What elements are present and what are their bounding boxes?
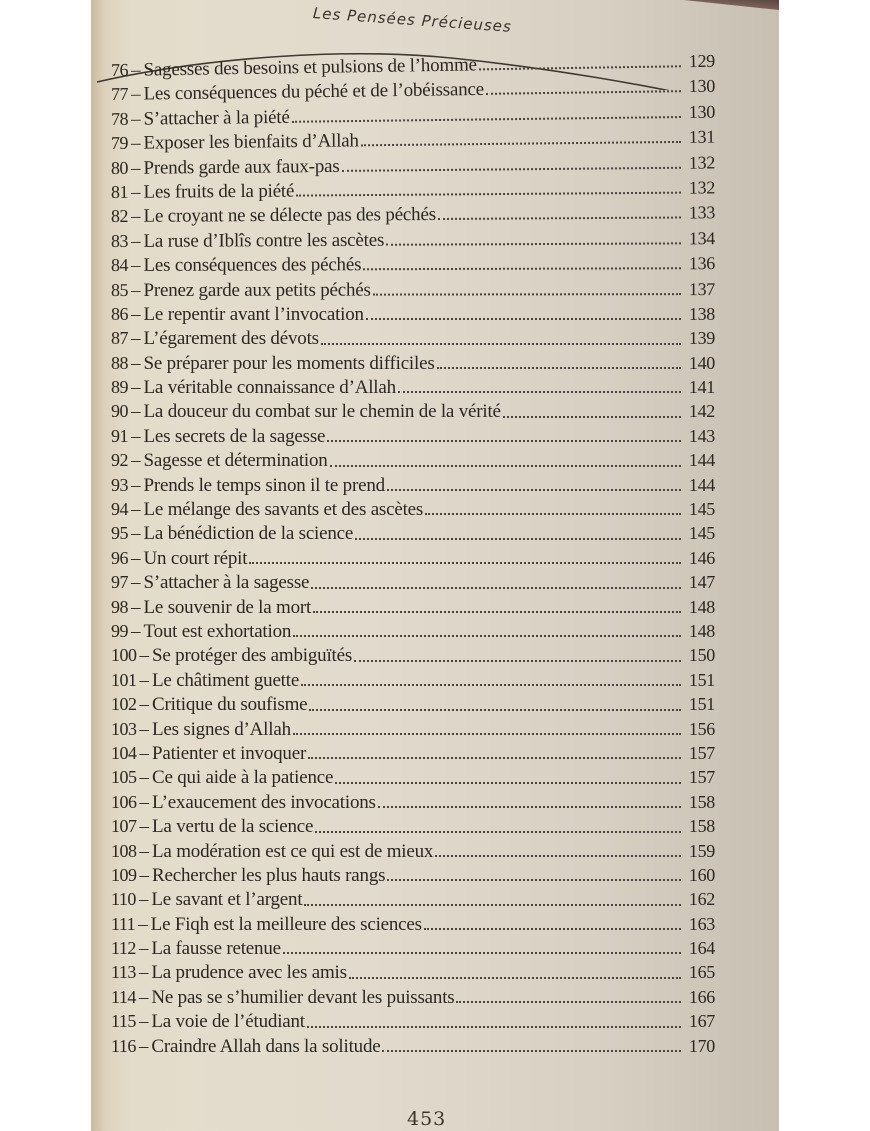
entry-title: Exposer les bienfaits d’Allah [143,130,359,154]
entry-separator: – [139,742,149,764]
dot-leader [438,216,681,220]
entry-number: 76 [110,59,129,80]
entry-number: 114 [111,986,136,1007]
entry-title: Prends garde aux faux-pas [143,155,340,179]
toc-entry[interactable] [111,546,715,570]
entry-number: 79 [110,132,129,154]
dot-leader [293,634,681,637]
entry-title: La vertu de la science [152,816,314,838]
dot-leader [354,659,681,662]
entry-title: Les conséquences du péché et de l’obéissance [143,79,485,105]
entry-number: 89 [111,377,128,398]
entry-number: 107 [111,816,137,837]
entry-page-number: 137 [688,278,716,299]
entry-separator: – [139,840,149,862]
entry-separator: – [139,816,149,838]
entry-number: 113 [111,962,136,983]
dot-leader [296,191,681,197]
entry-separator: – [138,1035,149,1057]
entry-number: 106 [111,791,137,812]
entry-page-number: 162 [688,889,715,910]
entry-number: 103 [111,718,137,739]
toc-entry[interactable] [111,570,715,594]
entry-title: Se protéger des ambiguïtés [152,645,353,667]
entry-page-number: 140 [688,352,715,373]
entry-title: Le Fiqh est la meilleure des sciences [150,913,422,935]
toc-entry[interactable] [111,521,715,545]
dot-leader [313,610,681,613]
entry-title: Prenez garde aux petits péchés [143,279,371,301]
entry-number: 78 [110,108,129,129]
entry-number: 77 [110,84,129,105]
dot-leader [387,488,681,491]
entry-number: 91 [111,425,128,446]
toc-entry[interactable] [111,863,715,887]
toc-entry[interactable] [111,643,715,667]
page-number: 453 [407,1108,447,1130]
entry-number: 97 [111,572,128,593]
entry-title: Prends le temps sinon il te prend [143,474,385,496]
dot-leader [307,1025,681,1028]
entry-title: Le croyant ne se délecte pas des péchés [143,204,436,228]
dot-leader [378,805,681,808]
entry-page-number: 141 [688,377,715,398]
entry-separator: – [130,230,141,252]
entry-title: Se préparer pour les moments difficiles [143,352,435,374]
toc-entry[interactable] [111,251,715,277]
entry-number: 81 [110,181,129,202]
entry-title: Les conséquences des péchés [143,254,362,277]
entry-number: 112 [111,938,136,959]
entry-page-number: 163 [688,913,715,934]
entry-number: 86 [111,303,128,324]
toc-entry[interactable] [111,201,715,229]
entry-title: L’égarement des dévots [143,328,319,350]
dot-leader [321,342,681,345]
entry-title: La bénédiction de la science [143,523,354,545]
entry-number: 108 [111,840,137,861]
entry-page-number: 150 [688,645,715,666]
toc-entry[interactable] [111,424,715,448]
dot-leader [363,267,681,271]
toc-entry[interactable] [111,351,715,375]
dot-leader [486,90,681,96]
entry-separator: – [131,450,141,472]
dot-leader [355,537,681,540]
entry-page-number: 144 [688,474,715,495]
entry-title: Ce qui aide à la patience [152,767,334,789]
entry-page-number: 133 [688,202,716,223]
entry-title: Sagesses des besoins et pulsions de l’homme [143,54,477,81]
entry-separator: – [138,938,149,960]
facing-page-edge [669,0,779,10]
entry-title: L’exaucement des invocations [152,791,376,813]
entry-page-number: 129 [688,50,716,72]
dot-leader [330,464,681,467]
entry-separator: – [131,401,141,423]
entry-number: 100 [111,645,137,666]
entry-separator: – [130,206,141,228]
entry-page-number: 158 [688,791,715,812]
dot-leader [249,561,681,564]
dot-leader [387,878,681,881]
entry-separator: – [139,718,149,740]
entry-page-number: 164 [688,938,715,959]
dot-leader [315,830,681,833]
entry-title: La voie de l’étudiant [151,1011,305,1033]
entry-separator: – [139,645,149,667]
entry-separator: – [131,425,141,447]
entry-page-number: 157 [688,767,715,788]
entry-number: 92 [111,450,128,471]
entry-page-number: 148 [688,596,715,617]
entry-separator: – [131,523,141,545]
entry-page-number: 158 [688,816,715,837]
toc-entry[interactable] [111,375,715,399]
entry-title: Le repentir avant l’invocation [143,303,364,325]
toc-entry[interactable] [111,839,715,863]
entry-page-number: 157 [688,742,715,763]
dot-leader [425,512,681,515]
toc-entry[interactable] [111,936,715,960]
entry-page-number: 145 [688,499,715,520]
dot-leader [301,683,681,686]
dot-leader [366,317,681,320]
dot-leader [304,903,681,906]
toc-entry[interactable] [111,668,715,692]
entry-separator: – [138,986,149,1008]
entry-number: 95 [111,523,128,544]
entry-title: Le mélange des savants et des ascètes [143,499,424,521]
dot-leader [503,415,681,418]
entry-page-number: 134 [688,227,716,249]
entry-separator: – [138,913,148,935]
entry-title: S’attacher à la sagesse [143,572,310,594]
toc-entry[interactable] [111,692,715,716]
dot-leader [309,708,681,711]
entry-separator: – [130,132,141,154]
entry-title: La modération est ce qui est de mieux [152,840,434,862]
entry-page-number: 167 [688,1011,715,1032]
entry-separator: – [139,864,149,886]
entry-title: La véritable connaissance d’Allah [143,377,396,399]
dot-leader [424,927,681,930]
entry-separator: – [131,596,141,618]
entry-page-number: 138 [688,303,715,324]
dot-leader [435,854,681,857]
dot-leader [479,65,681,71]
entry-title: Les secrets de la sagesse [143,425,326,447]
entry-number: 85 [110,279,129,300]
entry-number: 93 [111,474,128,495]
toc-entry[interactable] [111,960,715,984]
dot-leader [382,1049,681,1052]
running-head: Les Pensées Précieuses [312,4,513,36]
entry-title: Ne pas se s’humilier devant les puissants [151,986,455,1008]
toc-entry[interactable] [111,619,715,643]
entry-separator: – [139,669,149,691]
entry-separator: – [139,767,149,789]
entry-separator: – [139,694,149,716]
toc-entry[interactable] [111,717,715,741]
entry-separator: – [131,328,141,350]
dot-leader [437,366,681,369]
entry-title: Tout est exhortation [143,620,292,642]
entry-title: Sagesse et détermination [143,450,328,472]
entry-page-number: 147 [688,572,715,593]
entry-number: 101 [111,669,137,690]
toc-entry[interactable] [111,473,715,497]
entry-separator: – [131,303,141,325]
entry-title: Rechercher les plus hauts rangs [152,864,386,886]
entry-page-number: 151 [688,694,715,715]
entry-separator: – [130,181,141,203]
entry-separator: – [131,474,141,496]
entry-separator: – [130,59,141,81]
entry-separator: – [138,962,149,984]
toc-entry[interactable] [111,226,715,253]
entry-title: La fausse retenue [151,938,281,960]
entry-separator: – [131,547,141,569]
entry-number: 87 [111,328,128,349]
dot-leader [398,390,681,393]
entry-page-number: 132 [688,152,716,173]
toc-entry[interactable] [111,448,715,472]
entry-number: 84 [110,255,129,276]
entry-separator: – [138,889,149,911]
table-of-contents [110,50,716,1058]
entry-number: 115 [111,1011,136,1032]
dot-leader [335,781,681,784]
toc-entry[interactable] [111,741,715,765]
entry-number: 102 [111,694,137,715]
entry-page-number: 159 [688,840,715,861]
dot-leader [308,756,681,759]
entry-number: 90 [111,401,128,422]
entry-separator: – [138,1011,149,1033]
entry-title: La ruse d’Iblîs contre les ascètes [143,229,385,252]
entry-number: 111 [111,913,136,934]
dot-leader [327,439,681,442]
entry-separator: – [139,791,149,813]
entry-page-number: 132 [688,177,716,198]
entry-number: 82 [110,206,129,227]
entry-number: 94 [111,499,128,520]
toc-entry[interactable] [111,277,715,302]
entry-title: La prudence avec les amis [151,962,347,984]
entry-page-number: 165 [688,962,715,983]
toc-entry[interactable] [111,1009,715,1033]
entry-number: 105 [111,767,137,788]
toc-entry[interactable] [111,765,715,789]
entry-separator: – [130,157,141,179]
entry-number: 88 [111,352,128,373]
entry-page-number: 130 [688,76,716,97]
dot-leader [361,140,681,146]
entry-page-number: 156 [688,718,715,739]
entry-title: Les fruits de la piété [143,180,295,203]
entry-page-number: 170 [688,1035,715,1056]
toc-entry[interactable] [111,595,715,619]
toc-entry[interactable] [111,790,715,814]
toc-entry[interactable] [111,985,715,1009]
toc-entry[interactable] [111,912,715,936]
toc-entry[interactable] [111,326,715,350]
entry-title: Le souvenir de la mort [143,596,312,618]
entry-number: 99 [111,620,128,641]
entry-separator: – [130,255,141,277]
dot-leader [349,976,681,979]
entry-page-number: 143 [688,425,715,446]
dot-leader [283,951,681,954]
dot-leader [456,1000,681,1003]
entry-title: Les signes d’Allah [152,718,291,740]
entry-page-number: 142 [688,401,715,422]
entry-title: S’attacher à la piété [143,106,290,130]
entry-number: 83 [110,230,129,251]
entry-number: 116 [111,1035,136,1056]
entry-page-number: 166 [688,986,715,1007]
dot-leader [386,242,681,246]
toc-entry[interactable] [111,302,715,326]
entry-title: Critique du soufisme [152,694,308,716]
book-page [91,0,779,1131]
entry-title: La douceur du combat sur le chemin de la vérité [143,401,501,423]
entry-title: Patienter et invoquer [152,742,307,764]
entry-page-number: 160 [688,864,715,885]
entry-number: 110 [111,889,136,910]
entry-page-number: 139 [688,328,715,349]
toc-entry[interactable] [111,887,715,911]
entry-separator: – [130,108,141,130]
dot-leader [342,166,681,172]
dot-leader [311,586,681,589]
entry-title: Craindre Allah dans la solitude [151,1035,381,1057]
entry-title: Le savant et l’argent [151,889,303,911]
toc-entry[interactable] [111,1034,715,1058]
entry-page-number: 131 [688,126,716,147]
entry-separator: – [131,620,141,642]
entry-separator: – [130,279,141,301]
entry-page-number: 146 [688,547,715,568]
entry-number: 104 [111,742,137,763]
toc-entry[interactable] [111,814,715,838]
toc-entry[interactable] [111,497,715,521]
entry-title: Un court répit [143,547,248,569]
entry-number: 98 [111,596,128,617]
entry-page-number: 144 [688,450,715,471]
entry-page-number: 151 [688,669,715,690]
entry-separator: – [131,352,141,374]
entry-number: 80 [110,157,129,178]
entry-page-number: 148 [688,620,715,641]
dot-leader [292,115,681,123]
entry-page-number: 145 [688,523,715,544]
entry-title: Le châtiment guette [152,669,300,691]
entry-separator: – [130,83,141,106]
entry-separator: – [131,499,141,521]
entry-page-number: 130 [688,101,716,122]
entry-number: 109 [111,864,137,885]
dot-leader [293,732,681,735]
dot-leader [373,292,681,295]
entry-separator: – [131,572,141,594]
entry-number: 96 [111,547,128,568]
entry-page-number: 136 [688,253,716,274]
toc-entry[interactable] [111,399,715,423]
entry-separator: – [131,377,141,399]
